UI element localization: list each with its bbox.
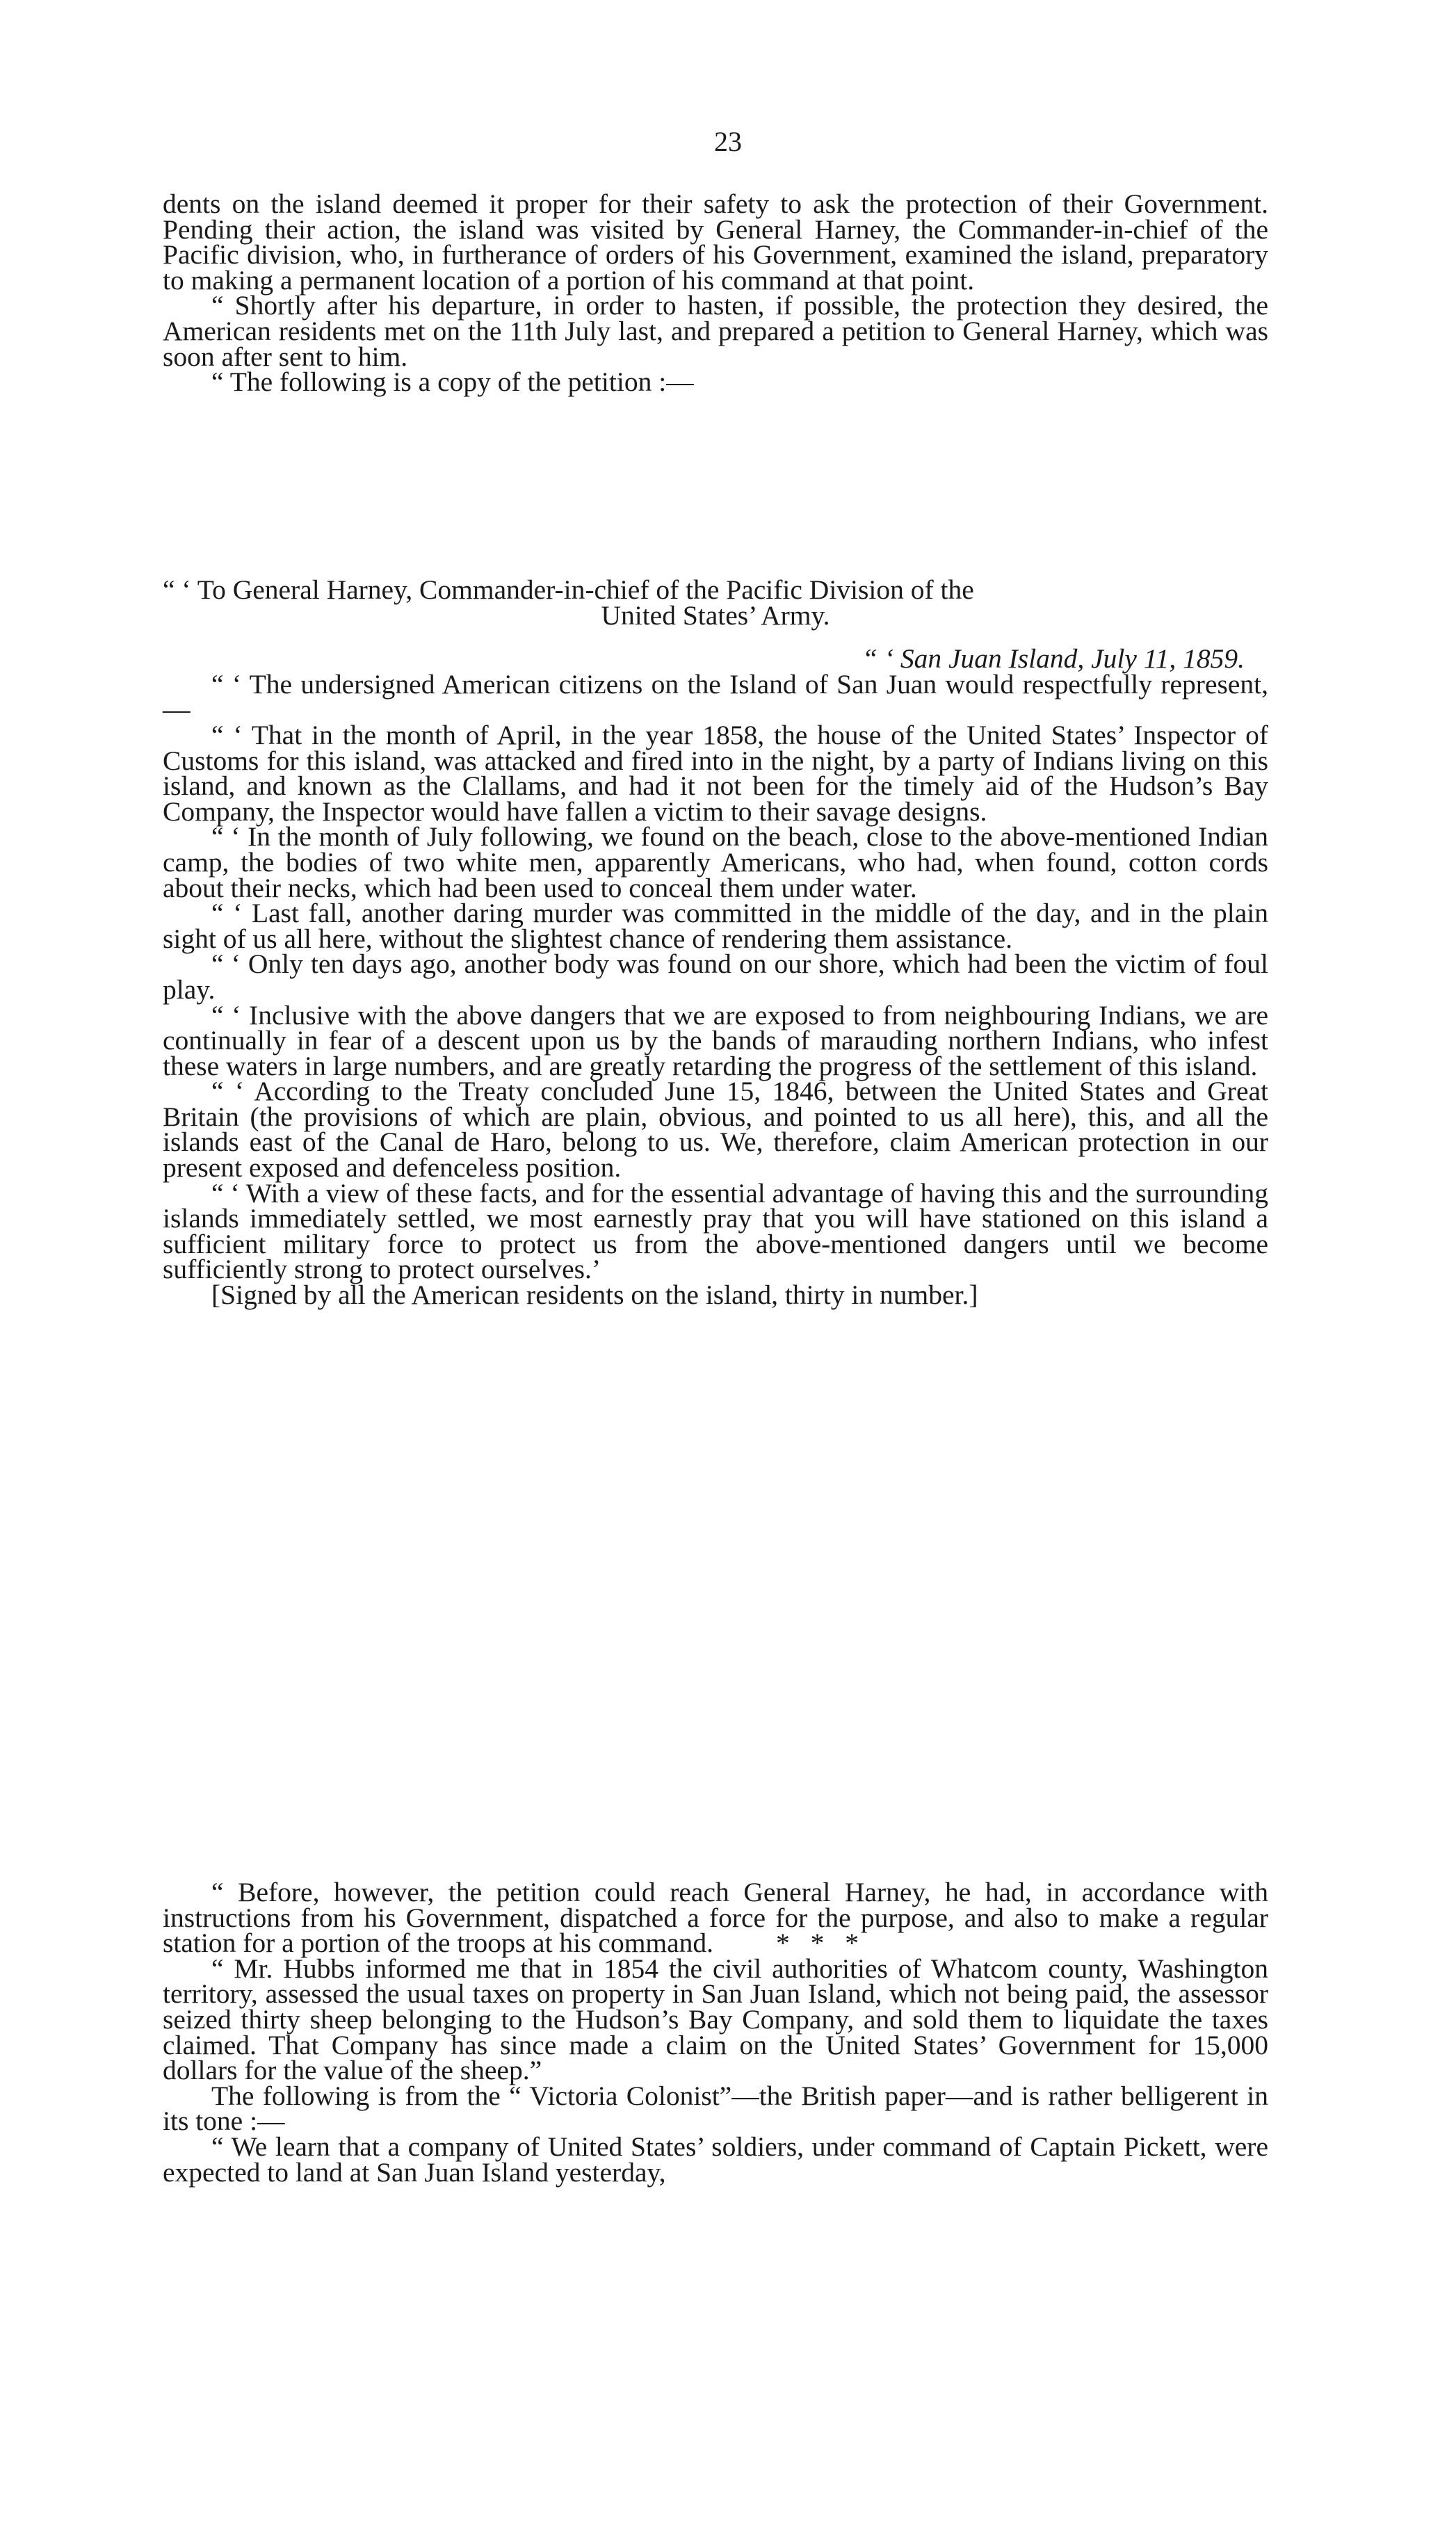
paragraph: “ The following is a copy of the petition :— bbox=[211, 366, 694, 398]
paragraph: “ ‘ Inclusive with the above dangers that we are exposed to from neighbouring Indians, we are continually in fear of a descent upon us by the bands of marauding northern Indians, who infest these waters in large numbers, and are greatly retarding the progress of the settlement of this island. bbox=[163, 999, 1268, 1081]
paragraph: “ Mr. Hubbs informed me that in 1854 the civil authorities of Whatcom county, Washington territory, assessed the usual taxes on property in San Juan Island, which not being paid, the assessor seized thirty sheep belonging to the Hudson’s Bay Company, and sold them to liquidate the taxes claimed. That Company has since made a claim on the United States’ Government for 15,000 dollars for the value of the sheep.” bbox=[163, 1953, 1268, 2086]
paragraph: “ ‘ Only ten days ago, another body was found on our shore, which had been the victim of foul play. bbox=[163, 948, 1268, 1005]
intro-section bbox=[163, 188, 1268, 398]
paragraph bbox=[163, 1877, 1268, 1959]
paragraph: “ We learn that a company of United States’ soldiers, under command of Captain Pickett, were expected to land at San Juan Island yesterday, bbox=[163, 2131, 1268, 2188]
continuation-section bbox=[163, 1877, 1268, 2188]
paragraph: The following is from the “ Victoria Colonist”—the British paper—and is rather belligerent in its tone :— bbox=[163, 2080, 1268, 2137]
paragraph: “ ‘ That in the month of April, in the year 1858, the house of the United States’ Inspector of Customs for this island, was attacked and fired into in the night, by a party of Indians living on this island, and known as the Clallams, and had it not been for the timely aid of the Hudson’s Bay Company, the Inspector would have fallen a victim to their savage designs. bbox=[163, 719, 1268, 827]
petition-date: “ ‘ San Juan Island, July 11, 1859. bbox=[862, 643, 1245, 675]
paragraph: “ ‘ The undersigned American citizens on the Island of San Juan would respectfully represent,— bbox=[163, 668, 1268, 725]
ellipsis-stars: * * * bbox=[776, 1928, 866, 1959]
signature-note: [Signed by all the American residents on the island, thirty in number.] bbox=[211, 1279, 978, 1311]
petition-address-continued: United States’ Army. bbox=[601, 599, 830, 631]
paragraph: “ ‘ According to the Treaty concluded June 15, 1846, between the United States and Great Britain (the provisions of which are plain, obvious, and pointed to us all here), this, and all the islands east of the Canal de Haro, belong to us. We, therefore, claim American protection in our present exposed and defenceless position. bbox=[163, 1076, 1268, 1184]
paragraph: “ ‘ With a view of these facts, and for the essential advantage of having this and the surrounding islands immediately settled, we most earnestly pray that you will have stationed on this island a sufficient military force to protect us from the above-mentioned dangers until we become sufficiently strong to protect ourselves.’ bbox=[163, 1177, 1268, 1285]
petition-section bbox=[163, 574, 1268, 1311]
petition-address: “ ‘ To General Harney, Commander-in-chief of the Pacific Division of the bbox=[163, 574, 974, 605]
paragraph: “ Shortly after his departure, in order to hasten, if possible, the protection they desired, the American residents met on the 11th July last, and prepared a petition to General Harney, which was soon after sent to him. bbox=[163, 290, 1268, 372]
paragraph: “ ‘ In the month of July following, we found on the beach, close to the above-mentioned Indian camp, the bodies of two white men, apparently Americans, who had, when found, cotton cords about their necks, which had been used to conceal them under water. bbox=[163, 821, 1268, 903]
paragraph: “ ‘ Last fall, another daring murder was committed in the middle of the day, and in the plain sight of us all here, without the slightest chance of rendering them assistance. bbox=[163, 898, 1268, 954]
paragraph: dents on the island deemed it proper for their safety to ask the protection of their Government. Pending their action, the island was visited by General Harney, the Commander-in-chief of the Pacific division, who, in furtherance of orders of his Government, examined the island, preparatory to making a permanent location of a portion of his command at that point. bbox=[163, 188, 1268, 296]
paragraph-text: “ Before, however, the petition could reach General Harney, he had, in accordance with instructions from his Government, dispatched a force for the purpose, and also to make a regular station for a portion of the troops at his command. bbox=[163, 1877, 1268, 1959]
page-number: 23 bbox=[714, 126, 742, 157]
